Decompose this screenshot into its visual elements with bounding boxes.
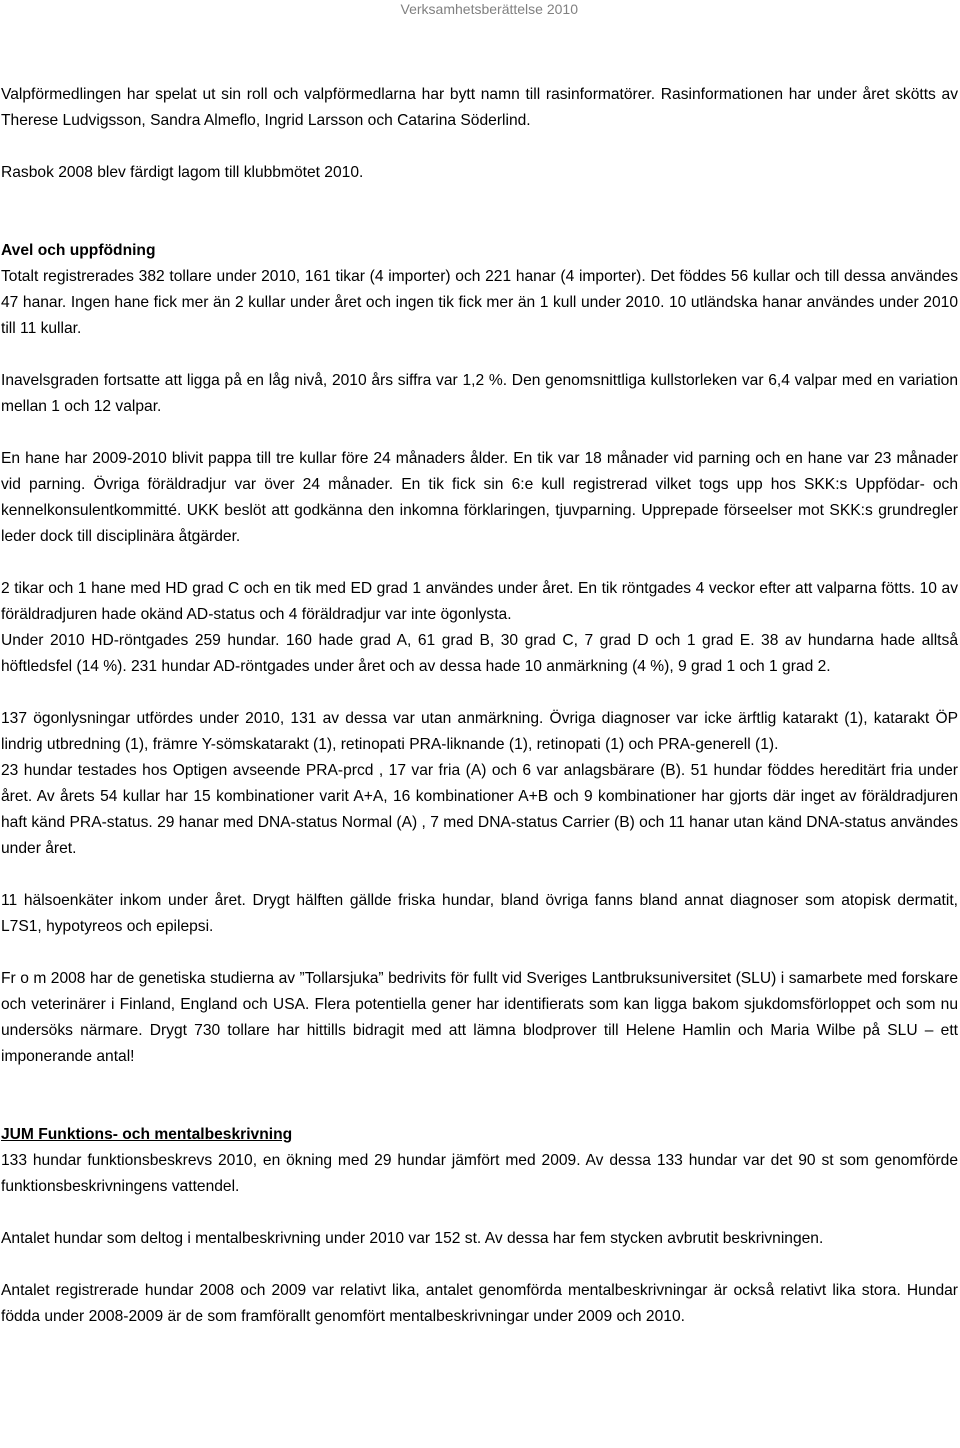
paragraph-rasbok: Rasbok 2008 blev färdigt lagom till klubbmötet 2010. [1, 164, 364, 181]
paragraph-avel-optigen: 23 hundar testades hos Optigen avseende PRA-prcd , 17 var fria (A) och 6 var anlagsbärare (B). 51 hundar föddes hereditärt fria under året. Av årets 54 kullar har 15 kombinationer varit A+A, 16 kombinationer A+B och 9 kombinationer har gjorts där inget av föräldradjuren haft känd PRA-status. 29 hanar med DNA-status Normal (A) , 7 med DNA-status Carrier (B) och 11 hanar utan känd DNA-status användes under året. [1, 762, 958, 857]
paragraph-jum-jamforelse: Antalet registrerade hundar 2008 och 2009 var relativt lika, antalet genomförda mentalbeskrivningar är också relativt lika stora. Hundar födda under 2008-2009 är de som framförallt genomfört mentalbeskrivningar under 2009 och 2010. [1, 1282, 958, 1325]
running-header-title: Verksamhetsberättelse 2010 [400, 1, 578, 17]
paragraph-avel-rontgen: Under 2010 HD-röntgades 259 hundar. 160 hade grad A, 61 grad B, 30 grad C, 7 grad D och 1 grad E. 38 av hundarna hade alltså höftledsfel (14 %). 231 hundar AD-röntgades under året och av dessa hade 10 anmärkning (4 %), 9 grad 1 och 1 grad 2. [1, 632, 958, 675]
section-heading-jum: JUM Funktions- och mentalbeskrivning [1, 1126, 293, 1143]
paragraph-avel-inavel: Inavelsgraden fortsatte att ligga på en låg nivå, 2010 års siffra var 1,2 %. Den genomsnittliga kullstorleken var 6,4 valpar med en variation mellan 1 och 12 valpar. [1, 372, 958, 415]
document-body [1, 82, 958, 1330]
paragraph-valpformedling: Valpförmedlingen har spelat ut sin roll och valpförmedlarna har bytt namn till rasinformatörer. Rasinformationen har under året skötts av Therese Ludvigsson, Sandra Almeflo, Ingrid Larsson och Catarina Söderlind. [1, 86, 958, 129]
section-heading-avel: Avel och uppfödning [1, 242, 156, 259]
paragraph-avel-ogonlysning: 137 ögonlysningar utfördes under 2010, 131 av dessa var utan anmärkning. Övriga diagnoser var icke ärftlig katarakt (1), katarakt ÖP lindrig utbredning (1), främre Y-sömskatarakt (1), retinopati PRA-liknande (1), retinopati (1) och PRA-generell (1). [1, 710, 958, 753]
paragraph-avel-tollarsjuka: Fr o m 2008 har de genetiska studierna av ”Tollarsjuka” bedrivits för fullt vid Sveriges Lantbruksuniversitet (SLU) i samarbete med forskare och veterinärer i Finland, England och USA. Flera potentiella gener har identifierats som kan ligga bakom sjukdomsförloppet och som nu undersöks närmare. Drygt 730 tollare har hittills bidragit med att lämna blodprover till Helene Hamlin och Maria Wilbe på SLU – ett imponerande antal! [1, 970, 958, 1065]
paragraph-jum-funktion: 133 hundar funktionsbeskrevs 2010, en ökning med 29 hundar jämfört med 2009. Av dessa 133 hundar var det 90 st som genomförde funktionsbeskrivningens vattendel. [1, 1152, 958, 1195]
paragraph-avel-alder: En hane har 2009-2010 blivit pappa till tre kullar före 24 månaders ålder. En tik var 18 månader vid parning och en hane var 23 månader vid parning. Övriga föräldradjur var över 24 månader. En tik fick sin 6:e kull registrerad vilket togs upp hos SKK:s Uppfödar- och kennelkonsulentkommitté. UKK beslöt att godkänna den inkomna förklaringen, tjuvparning. Upprepade förseelser mot SKK:s grundregler leder dock till disciplinära åtgärder. [1, 450, 958, 545]
paragraph-avel-hd-ed: 2 tikar och 1 hane med HD grad C och en tik med ED grad 1 användes under året. En tik röntgades 4 veckor efter att valparna fötts. 10 av föräldradjuren hade okänd AD-status och 4 föräldradjur var inte ögonlysta. [1, 580, 958, 623]
paragraph-avel-registrering: Totalt registrerades 382 tollare under 2010, 161 tikar (4 importer) och 221 hanar (4 importer). Det föddes 56 kullar och till dessa användes 47 hanar. Ingen hane fick mer än 2 kullar under året och ingen tik fick mer än 1 kull under 2010. 10 utländska hanar användes under 2010 till 11 kullar. [1, 268, 958, 337]
running-header [0, 0, 960, 20]
paragraph-avel-halsoenkater: 11 hälsoenkäter inkom under året. Drygt hälften gällde friska hundar, bland övriga fanns bland annat diagnoser som atopisk dermatit, L7S1, hypotyreos och epilepsi. [1, 892, 958, 935]
paragraph-jum-mental: Antalet hundar som deltog i mentalbeskrivning under 2010 var 152 st. Av dessa har fem stycken avbrutit beskrivningen. [1, 1230, 824, 1247]
